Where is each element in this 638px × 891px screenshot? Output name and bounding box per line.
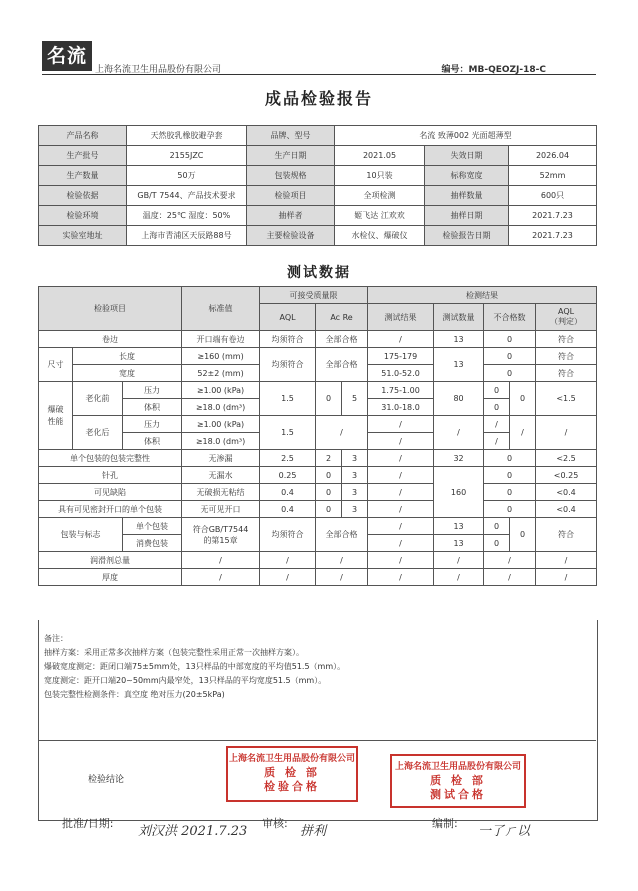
prepare-signature: 一了ㄏ以 xyxy=(478,824,531,839)
qc-stamp-testing: 上海名流卫生用品股份有限公司 质 检 部 测试合格 xyxy=(390,754,526,808)
info-row: 产品名称 天然胶乳橡胶避孕套 品牌、型号 名流 致薄002 光面超薄型 xyxy=(39,126,597,146)
notes: 备注： 抽样方案：采用正常多次抽样方案（包装完整性采用正常一次抽样方案）。 爆破宽度测定：距闭口端75±5mm处，13只样品的中部宽度的平均值51.5（mm）。 宽度测定：距开口端20~50mm内最窄处，13只样品的平均宽度51.5（mm）。 包装完整性检测条件：真空度 绝对压力(20±5kPa) xyxy=(44,634,346,699)
table-row: 润滑剂总量 / / / / / / / xyxy=(39,552,597,569)
info-row: 生产批号 2155JZC 生产日期 2021.05 失效日期 2026.04 xyxy=(39,146,597,166)
table-row: 卷边 开口端有卷边 均须符合 全部合格 / 13 0 符合 xyxy=(39,331,597,348)
test-data-title: 测试数据 xyxy=(287,265,351,281)
table-row: 可见缺陷 无破损无粘结 0.4 0 3 / 0 <0.4 xyxy=(39,484,597,501)
product-info-table xyxy=(38,125,597,246)
table-row: 宽度 52±2 (mm) 51.0-52.0 0 符合 xyxy=(39,365,597,382)
qc-stamp-inspection: 上海名流卫生用品股份有限公司 质 检 部 检验合格 xyxy=(226,746,358,802)
info-row: 实验室地址 上海市青浦区天辰路88号 主要检验设备 水检仪、爆破仪 检验报告日期 2021.7.23 xyxy=(39,226,597,246)
info-row: 检验依据 GB/T 7544、产品技术要求 检验项目 全项检测 抽样数量 600只 xyxy=(39,186,597,206)
table-row: 针孔 无漏水 0.25 0 3 / 160 0 <0.25 xyxy=(39,467,597,484)
table-row: 具有可见密封开口的单个包装 无可见开口 0.4 0 3 / 0 <0.4 xyxy=(39,501,597,518)
table-row: 厚度 / / / / / / / xyxy=(39,569,597,586)
table-row: 体积 ≥18.0 (dm³) 31.0-18.0 0 xyxy=(39,399,597,416)
review-signature: 拼利 xyxy=(300,824,327,839)
table-row: 单个包装的包装完整性 无渗漏 2.5 2 3 / 32 0 <2.5 xyxy=(39,450,597,467)
table-row: 爆破 性能 老化前 压力 ≥1.00 (kPa) 1.5 0 5 1.75-1.00 80 0 0 <1.5 xyxy=(39,382,597,399)
document-code: 编号：MB-QEOZJ-18-C xyxy=(441,65,546,75)
company-name: 上海名流卫生用品股份有限公司 xyxy=(95,65,222,75)
table-row: 消费包装 / 13 0 xyxy=(39,535,597,552)
test-data-table: 检验项目 标准值 可接受质量限 检测结果 AQL Ac Re 测试结果 测试数量 不合格数 AQL （判定） 卷边 开口端有卷边 均须符合 全部合格 / 13 0 符合 尺寸 长度 ≥160 (mm) 均须符合 全部合格 175-179 13 0 符合 宽度 52±2 (mm) 51.0-52.0 0 符合 爆破 性能 老化前 压力 ≥1.00 (kPa) 1.5 0 5 1.75-1.00 80 0 0 <1.5 体积 ≥18.0 (dm³) 31.0-18.0 0 老化后 压力 ≥1.00 (kPa) 1.5 / / / / / / 体积 ≥18.0 (dm³) / / 单个包装的包装完整性 无渗漏 2.5 2 3 / 32 0 <2.5 针孔 无漏水 0.25 0 3 / 160 0 <0.25 可见缺陷 无破损无粘结 0.4 0 3 / 0 <0.4 具有可见密封开口的单个包装 无可见开口 0.4 0 3 / 0 <0.4 包装与标志 单个包装 符合GB/T7544 的第15章 均须符合 全部合格 / 13 0 0 符合 消费包装 / 13 0 润滑剂总量 / / / / / / / 厚度 / / / / / / / xyxy=(38,286,597,586)
prepare-label: 编制: xyxy=(432,817,458,830)
header-divider xyxy=(42,74,596,75)
company-logo: 名流 xyxy=(42,41,92,71)
review-label: 审核: xyxy=(262,817,288,830)
table-row: 尺寸 长度 ≥160 (mm) 均须符合 全部合格 175-179 13 0 符合 xyxy=(39,348,597,365)
info-row: 检验环境 温度：25℃ 湿度：50% 抽样者 姬飞达 江欢欢 抽样日期 2021.7.23 xyxy=(39,206,597,226)
info-row: 生产数量 50万 包装规格 10只装 标称宽度 52mm xyxy=(39,166,597,186)
conclusion-label: 检验结论 xyxy=(88,775,125,785)
approve-label: 批准/日期: xyxy=(62,817,114,830)
page-title: 成品检验报告 xyxy=(264,89,373,108)
approve-signature: 刘汉洪 2021.7.23 xyxy=(138,824,248,839)
table-row: 体积 ≥18.0 (dm³) / / xyxy=(39,433,597,450)
table-row: 老化后 压力 ≥1.00 (kPa) 1.5 / / / / / / xyxy=(39,416,597,433)
table-row: 包装与标志 单个包装 符合GB/T7544 的第15章 均须符合 全部合格 / 13 0 0 符合 xyxy=(39,518,597,535)
